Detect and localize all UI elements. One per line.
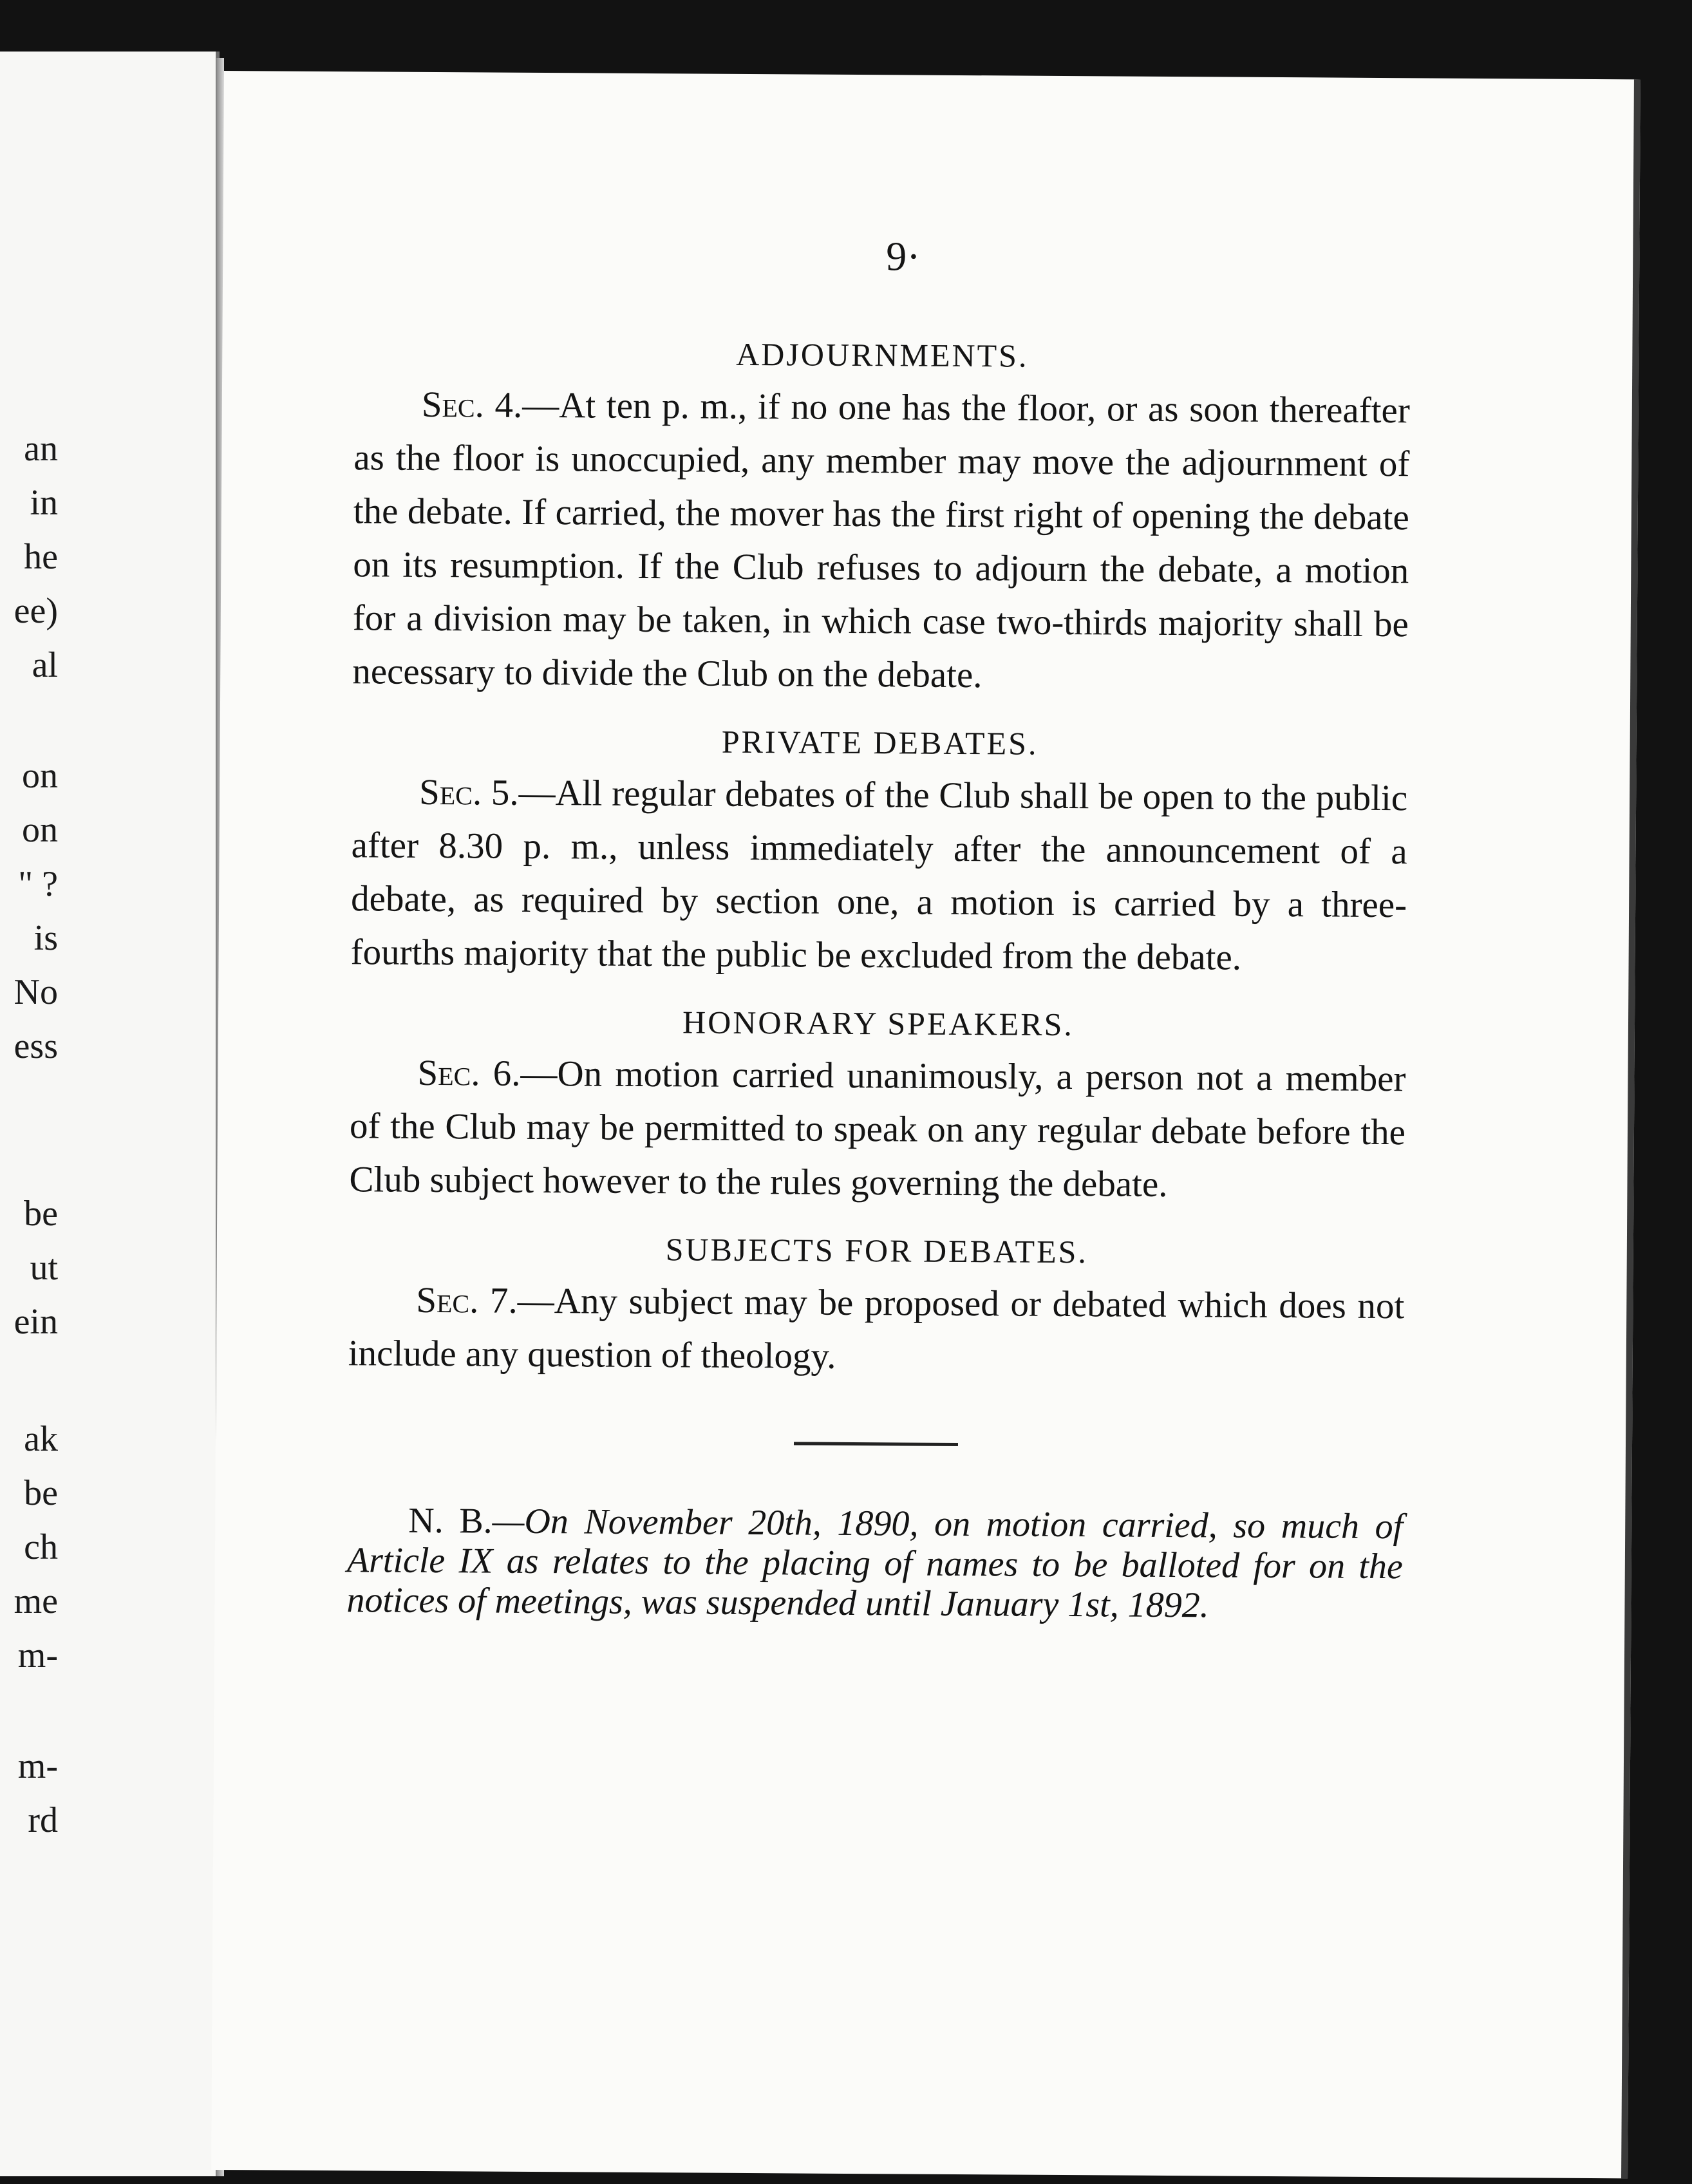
fragment-line: ak bbox=[24, 1419, 58, 1459]
footnote bbox=[346, 1500, 1403, 1626]
footnote-text: —On November 20th, 1890, on motion carried, so much of Article IX as relates to the placing of names to be balloted for on the notices of meetings, was suspended until January 1st, 1892. bbox=[346, 1501, 1404, 1626]
fragment-line: rd bbox=[28, 1800, 58, 1840]
section-paragraph bbox=[348, 1273, 1405, 1386]
fragment-line: is bbox=[33, 918, 58, 958]
section-text: —On motion carried unanimously, a person not a member of the Club may be permitted to speak on any regular debate before the Club subject however to the rules governing the debate. bbox=[349, 1053, 1406, 1205]
fragment-line: ein bbox=[14, 1302, 58, 1342]
section-paragraph bbox=[352, 377, 1410, 704]
footnote-label: N. B. bbox=[408, 1500, 493, 1541]
fragment-line: me bbox=[14, 1581, 58, 1621]
facing-page-edge bbox=[0, 52, 220, 2176]
fragment-line: an bbox=[24, 429, 58, 469]
page-number: 9· bbox=[886, 233, 921, 279]
fragment-line: on bbox=[22, 810, 58, 850]
section-label: Sec. 7. bbox=[416, 1279, 518, 1321]
section-heading: HONORARY SPEAKERS. bbox=[682, 1004, 1075, 1043]
fragment-line: in bbox=[30, 483, 58, 523]
section-paragraph bbox=[350, 765, 1407, 985]
fragment-line: be bbox=[24, 1194, 58, 1234]
section-label: Sec. 5. bbox=[418, 771, 519, 813]
section-text: —Any subject may be proposed or debated which does not include any question of theology. bbox=[348, 1280, 1405, 1377]
fragment-line: " ? bbox=[18, 864, 58, 904]
section-paragraph bbox=[349, 1046, 1405, 1212]
fragment-line: ee) bbox=[14, 591, 58, 631]
page-body bbox=[346, 326, 1411, 1662]
section-label: Sec. 6. bbox=[417, 1052, 521, 1094]
fragment-line: be bbox=[24, 1473, 58, 1513]
divider-rule bbox=[793, 1442, 957, 1446]
section-heading: SUBJECTS FOR DEBATES. bbox=[665, 1231, 1089, 1270]
section-heading: PRIVATE DEBATES. bbox=[721, 723, 1039, 762]
fragment-line: ut bbox=[30, 1248, 58, 1288]
fragment-line: ch bbox=[24, 1527, 58, 1567]
section-text: —At ten p. m., if no one has the floor, or as soon thereafter as the floor is unoccupied, any member may move the adjournment of the debate. If carried, the mover has the first right of opening the debate on its resumption. If the Club refuses to adjourn the debate, a motion for a division may be taken, in which case two-thirds majority shall be necessary to divide the Club on the debate. bbox=[352, 384, 1410, 696]
facing-page-fragments bbox=[0, 422, 58, 1847]
fragment-line: on bbox=[22, 756, 58, 796]
fragment-line: al bbox=[32, 645, 58, 685]
section-text: —All regular debates of the Club shall be open to the public after 8.30 p. m., unless immediately after the announcement of a debate, as required by section one, a motion is carried by a three-fourths majority that the public be excluded from the debate. bbox=[350, 772, 1408, 978]
fragment-line: he bbox=[24, 537, 58, 577]
section-label: Sec. 4. bbox=[421, 384, 523, 426]
fragment-line: No bbox=[14, 972, 58, 1012]
section-heading: ADJOURNMENTS. bbox=[736, 335, 1029, 374]
fragment-line: m- bbox=[17, 1746, 58, 1786]
fragment-line: m- bbox=[17, 1635, 58, 1675]
fragment-line: ess bbox=[14, 1026, 58, 1066]
document-page bbox=[211, 71, 1640, 2178]
